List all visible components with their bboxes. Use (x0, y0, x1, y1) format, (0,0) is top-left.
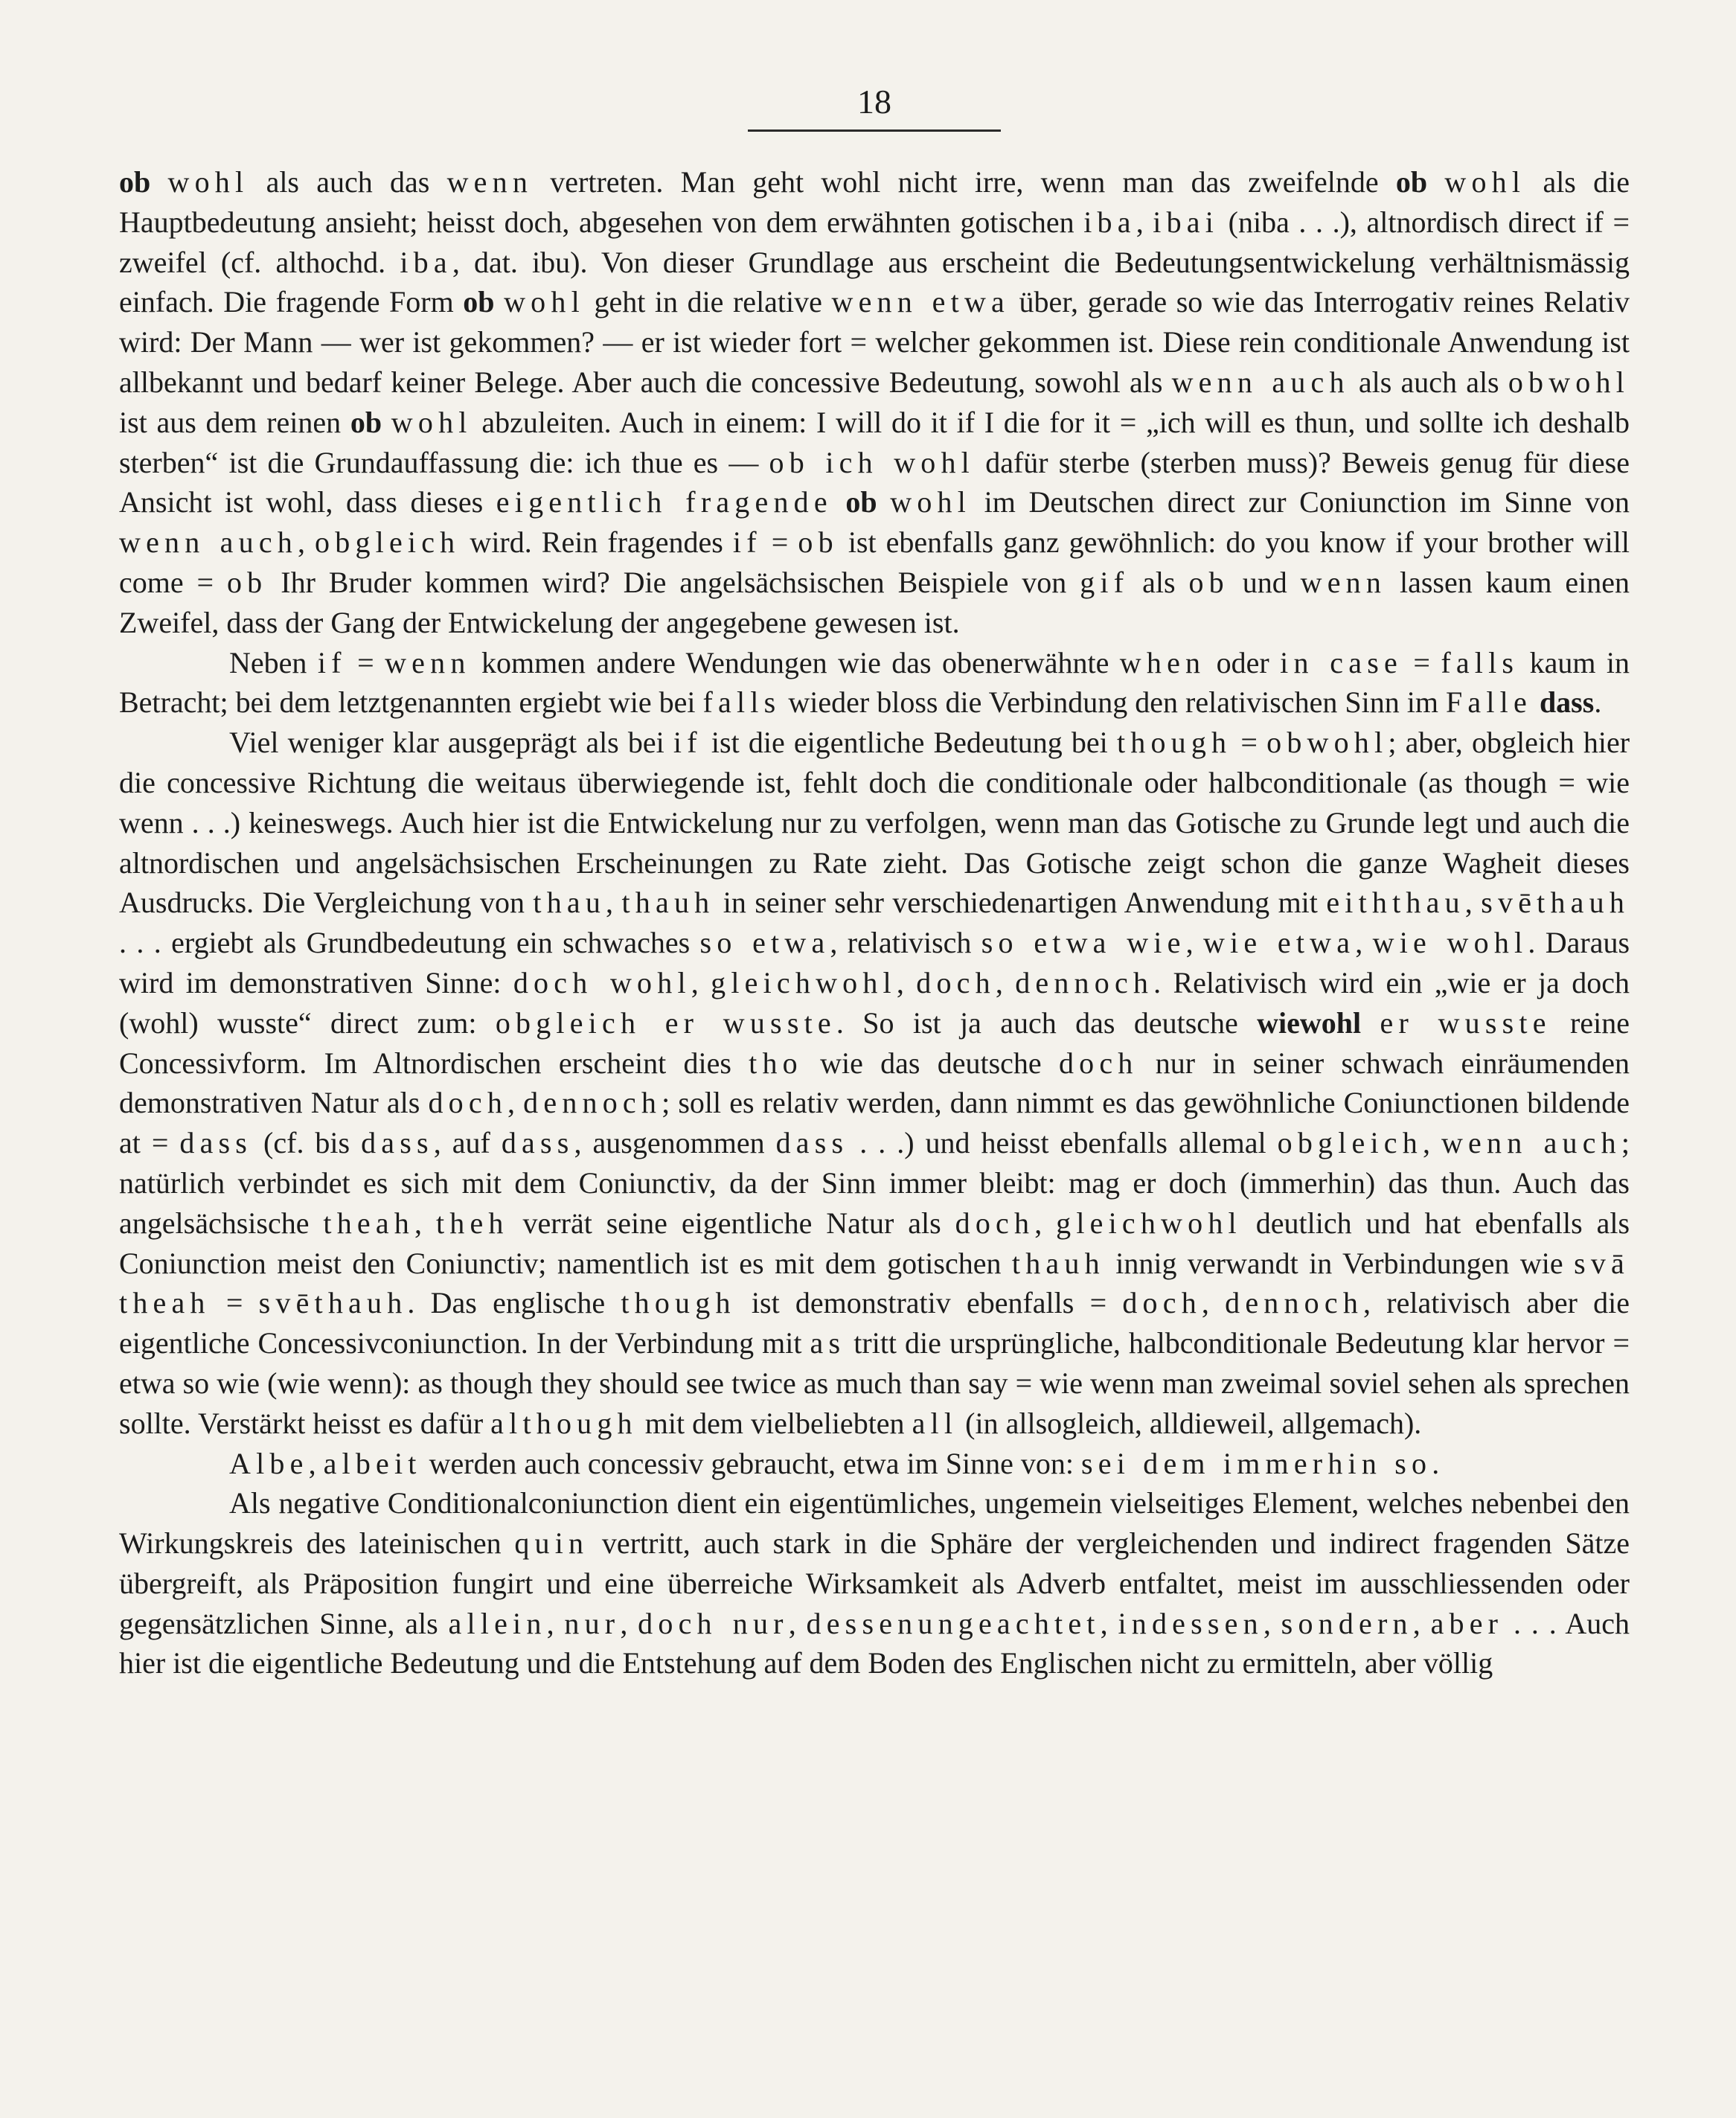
spaced-term: wenn auch (119, 525, 298, 560)
spaced-term: theh (435, 1206, 509, 1240)
text-run: ist aus dem reinen (119, 405, 350, 439)
spaced-term: allein (448, 1606, 547, 1640)
spaced-term: though (621, 1286, 736, 1320)
text-run: ist demonstrativ ebenfalls = (735, 1286, 1123, 1320)
spaced-term: dass (179, 1126, 253, 1160)
spaced-term: dessenungeachtet (806, 1606, 1101, 1640)
text-run: wieder bloss die Verbindung den relativischen Sinn im (781, 685, 1446, 720)
text-run: Viel weniger klar ausgeprägt als bei (229, 726, 673, 760)
text-run: , (606, 886, 622, 920)
spaced-term: ob ich wohl (769, 445, 975, 479)
text-run: (niba . . .), altnordisch direct if = zweifel (cf. althochd. (119, 205, 1630, 279)
spaced-term: dennoch (1225, 1286, 1364, 1320)
spaced-term: gif (1080, 565, 1130, 599)
text-run: und (1229, 565, 1301, 599)
spaced-term: wohl (504, 285, 585, 319)
bold-term: ob (463, 285, 495, 319)
text-run: oder (1205, 645, 1281, 679)
spaced-term: Albe (229, 1446, 309, 1480)
spaced-term: doch (916, 965, 996, 999)
text-run: lassen kaum einen Zweifel, dass der Gang der Entwickelung der angegebene gewesen ist. (119, 565, 1630, 639)
spaced-term: doch nur (638, 1606, 789, 1640)
spaced-term: wenn auch (1171, 365, 1350, 399)
spaced-term: dass (361, 1126, 434, 1160)
text-run: , relativisch (830, 926, 981, 960)
spaced-term: wenn (385, 645, 471, 679)
text-run: . . . Auch hier ist die eigentliche Bedeutung und die Entstehung auf dem Boden des Englischen nicht zu ermitteln, aber völlig (119, 1606, 1630, 1680)
text-run: , (1034, 1206, 1057, 1240)
text-run: im Deutschen direct zur Coniunction im Sinne von (971, 485, 1630, 519)
text-run: , relativisch aber die eigentliche Concessivconiunction. In der Verbindung mit (119, 1286, 1630, 1360)
spaced-term: dennoch (1015, 965, 1154, 999)
spaced-term: quin (514, 1526, 589, 1561)
spaced-term: aber (1430, 1606, 1504, 1640)
spaced-term: obgleich (1277, 1126, 1423, 1160)
text-run (1427, 165, 1444, 199)
text-run: mit dem vielbeliebten (637, 1406, 912, 1440)
spaced-term: er wusste (1380, 1005, 1551, 1040)
spaced-term: sei dem immerhin so (1081, 1446, 1432, 1480)
text-run: als (1129, 565, 1189, 599)
text-run: als auch als (1349, 365, 1508, 399)
text-run: , (1201, 1286, 1226, 1320)
spaced-term: doch (428, 1086, 508, 1120)
bold-term: ob (845, 485, 877, 519)
spaced-term: so etwa wie (981, 926, 1186, 960)
text-run: vertritt, auch stark in die Sphäre der vergleichenden und indirect fragenden Sätze übergreift, als Präposition fungirt und eine überreiche Wirksamkeit als Adverb entfaltet, meist im ausschliessenden oder gegensätzlichen Sinne, als (119, 1526, 1630, 1640)
text-run: (cf. bis (252, 1126, 362, 1160)
spaced-term: dennoch (523, 1086, 662, 1120)
paragraph (119, 1444, 1630, 1484)
spaced-term: wohl (391, 405, 473, 439)
text-run: , (1355, 926, 1373, 960)
text-run: , (1263, 1606, 1281, 1640)
text-run: , (546, 1606, 565, 1640)
spaced-term: though (1116, 726, 1232, 760)
text-run: über, gerade so wie das Interrogativ reines Relativ wird: Der Mann — wer ist gekommen? — er ist wieder fort = welcher gekommen ist. Diese rein conditionale Anwendung ist allbekannt und bedarf keiner Belege. Aber auch die concessive Bedeutung, sowohl als (119, 285, 1630, 399)
text-run: , (414, 1206, 436, 1240)
text-run: . . . ergiebt als Grundbedeutung ein schwaches (119, 926, 700, 960)
text-run (833, 485, 846, 519)
spaced-term: dass (501, 1126, 574, 1160)
spaced-term: albeit (323, 1446, 422, 1480)
body-text (119, 162, 1630, 1683)
text-run: , (1412, 1606, 1431, 1640)
spaced-term: wenn etwa (831, 285, 1010, 319)
text-run: . (1432, 1446, 1440, 1480)
spaced-term: thauh (1011, 1246, 1105, 1280)
spaced-term: ob (798, 525, 839, 560)
text-run: nur in seiner schwach einräumenden demonstrativen Natur als (119, 1046, 1630, 1120)
text-run: verrät seine eigentliche Natur als (508, 1206, 955, 1240)
text-run: = (346, 645, 385, 679)
text-run: , (691, 965, 711, 999)
spaced-term: theah (323, 1206, 415, 1240)
text-run: werden auch concessiv gebraucht, etwa im Sinne von: (421, 1446, 1082, 1480)
text-run: dafür sterbe (sterben muss)? Beweis genug für diese Ansicht ist wohl, dass dieses (119, 445, 1630, 519)
text-run: , ausgenommen (574, 1126, 776, 1160)
text-run: ; natürlich verbindet es sich mit dem Coniunctiv, da der Sinn immer bleibt: mag er doch (immerhin) das thun. Auch das angelsächsische (119, 1126, 1630, 1240)
spaced-term: in case (1280, 645, 1403, 679)
spaced-term: ob (1188, 565, 1229, 599)
text-run: Neben (229, 645, 318, 679)
spaced-term: as (810, 1326, 846, 1360)
spaced-term: doch (1058, 1046, 1138, 1080)
text-run: = (210, 1286, 259, 1320)
spaced-term: tho (749, 1046, 803, 1080)
text-run: , (1100, 1606, 1118, 1640)
text-run: Als negative Conditionalconiunction dient ein eigentümliches, ungemein vielseitiges Element, welches nebenbei den Wirkungskreis des lateinischen (119, 1486, 1630, 1561)
spaced-term: wenn auch (1441, 1126, 1621, 1160)
text-run: deutlich und hat ebenfalls als Coniunction meist den Coniunctiv; namentlich ist es mit dem gotischen (119, 1206, 1630, 1280)
text-run: . So ist ja auch das deutsche (836, 1005, 1258, 1040)
spaced-term: gleichwohl (711, 965, 897, 999)
text-run: . (1594, 685, 1602, 720)
spaced-term: when (1119, 645, 1206, 679)
text-run: vertreten. Man geht wohl nicht irre, wenn man das zweifelnde (533, 165, 1396, 199)
bold-term: ob (1395, 165, 1428, 199)
bold-term: wiewohl (1257, 1005, 1362, 1040)
text-run: = (761, 525, 798, 560)
spaced-term: doch (955, 1206, 1035, 1240)
text-run: , (1136, 205, 1153, 239)
spaced-term: svā theah (119, 1246, 1630, 1320)
spaced-term: wenn (446, 165, 534, 199)
paragraph (119, 643, 1630, 723)
text-run: ; aber, obgleich hier die concessive Richtung die weitaus überwiegende ist, fehlt doch die conditionale oder halbconditionale (as though = wie wenn . . .) keineswegs. Auch hier ist die Entwickelung nur zu verfolgen, wenn man das Gotische zu Grunde legt und auch die altnordischen und angelsächsischen Erscheinungen zu Rate zieht. Das Gotische zeigt schon die ganze Wagheit dieses Ausdrucks. Die Vergleichung von (119, 726, 1630, 920)
text-run: . Daraus wird im demonstrativen Sinne: (119, 926, 1630, 999)
text-run: , (308, 1446, 324, 1480)
spaced-term: eigentlich fragende (496, 485, 833, 519)
text-run: . Das englische (407, 1286, 621, 1320)
spaced-term: wohl (1444, 165, 1526, 199)
text-run (1361, 1006, 1380, 1040)
text-run: , (896, 965, 917, 999)
text-run: in seiner sehr verschiedenartigen Anwendung mit (714, 886, 1327, 920)
text-run: , (620, 1606, 638, 1640)
text-run: , (1464, 886, 1482, 920)
bold-term: ob (119, 165, 151, 199)
spaced-term: thauh (621, 886, 715, 920)
spaced-term: obwohl (1508, 365, 1630, 399)
text-run: , (507, 1086, 524, 1120)
spaced-term: wohl (890, 485, 972, 519)
text-run: (in allsogleich, alldieweil, allgemach). (958, 1406, 1422, 1440)
text-run: als auch das (249, 165, 447, 199)
text-run: Ihr Bruder kommen wird? Die angelsächsischen Beispiele von (267, 565, 1080, 599)
spaced-term: ibai (1153, 205, 1220, 239)
text-run: tritt die ursprüngliche, halbconditionale Bedeutung klar hervor = etwa so wie (wie wenn): as though they should see twice as much than say = wie wenn man zweimal soviel sehen als sprechen sollte. Verstärkt heisst es dafür (119, 1326, 1630, 1440)
spaced-term: wohl (167, 165, 249, 199)
spaced-term: if (317, 645, 347, 679)
text-run (495, 285, 505, 319)
bold-term: ob (350, 405, 382, 439)
spaced-term: obgleich (315, 525, 461, 560)
text-run: reine Concessivform. Im Altnordischen erscheint dies (119, 1005, 1630, 1080)
text-run: ; soll es relativ werden, dann nimmt es das gewöhnliche Coniunctionen bildende at = (119, 1086, 1630, 1160)
text-run: , (1422, 1126, 1441, 1160)
paragraph (119, 723, 1630, 1443)
spaced-term: falls (702, 685, 781, 720)
text-run: als die Hauptbedeutung ansieht; heisst doch, abgesehen von dem erwähnten gotischen (119, 165, 1630, 239)
text-run: , (298, 525, 316, 560)
paragraph (119, 162, 1630, 643)
spaced-term: obwohl (1266, 726, 1389, 760)
text-run: innig verwandt in Verbindungen wie (1104, 1246, 1575, 1280)
spaced-term: wie wohl (1372, 926, 1528, 960)
spaced-term: iba (1083, 205, 1136, 239)
text-run: , (995, 965, 1016, 999)
spaced-term: doch wohl (513, 965, 691, 999)
text-run: , auf (433, 1126, 502, 1160)
text-run: = (1402, 645, 1441, 679)
text-run: ist die eigentliche Bedeutung bei (702, 726, 1117, 760)
text-run: kommen andere Wendungen wie das obenerwähnte (470, 645, 1120, 679)
spaced-term: svēthauh (1481, 886, 1630, 920)
text-run: kaum in Betracht; bei dem letztgenannten ergiebt wie bei (119, 645, 1630, 720)
spaced-term: iba (400, 245, 452, 279)
paragraph (119, 1483, 1630, 1683)
spaced-term: nur (564, 1606, 621, 1640)
text-run: ist ebenfalls ganz gewöhnlich: do you know if your brother will come = (119, 525, 1630, 599)
bold-term: dass (1539, 685, 1595, 720)
spaced-term: although (490, 1406, 638, 1440)
text-run: , (1185, 926, 1203, 960)
spaced-term: falls (1441, 645, 1519, 679)
text-run: . Relativisch wird ein „wie er ja doch (wohl) wusste“ direct zum: (119, 965, 1630, 1040)
spaced-term: dass (775, 1126, 849, 1160)
spaced-term: ob (226, 565, 268, 599)
text-run: , dat. ibu). Von dieser Grundlage aus erscheint die Bedeutungsentwickelung verhältnismässig einfach. Die fragende Form (119, 245, 1630, 319)
text-run: wie das deutsche (802, 1046, 1059, 1080)
spaced-term: Falle (1445, 685, 1532, 720)
spaced-term: svēthauh (258, 1286, 408, 1320)
spaced-term: doch (1122, 1286, 1202, 1320)
spaced-term: obgleich er wusste (495, 1005, 836, 1040)
text-run: wird. Rein fragendes (460, 525, 733, 560)
text-run (1532, 685, 1540, 719)
spaced-term: all (912, 1406, 958, 1440)
spaced-term: wenn (1300, 565, 1387, 599)
text-run: = (1231, 726, 1267, 760)
text-run: geht in die relative (584, 285, 832, 319)
spaced-term: gleichwohl (1056, 1206, 1242, 1240)
text-run: . . .) und heisst ebenfalls allemal (848, 1126, 1278, 1160)
header-rule (748, 129, 1001, 132)
spaced-term: wie etwa (1202, 926, 1356, 960)
spaced-term: eiththau (1326, 886, 1465, 920)
spaced-term: if (732, 525, 762, 560)
book-page (119, 82, 1630, 2091)
spaced-term: indessen (1118, 1606, 1263, 1640)
spaced-term: so etwa (699, 926, 830, 960)
spaced-term: sondern (1281, 1606, 1413, 1640)
text-run (877, 485, 891, 519)
spaced-term: thau (533, 886, 606, 920)
text-run (150, 165, 167, 199)
text-run: , (788, 1606, 807, 1640)
spaced-term: if (673, 726, 702, 760)
page-number: 18 (857, 83, 891, 121)
text-run: abzuleiten. Auch in einem: I will do it if I die for it = „ich will es thun, und sollte ich deshalb sterben“ ist die Grundauffassung die: ich thue es — (119, 405, 1630, 479)
text-run (382, 406, 391, 439)
